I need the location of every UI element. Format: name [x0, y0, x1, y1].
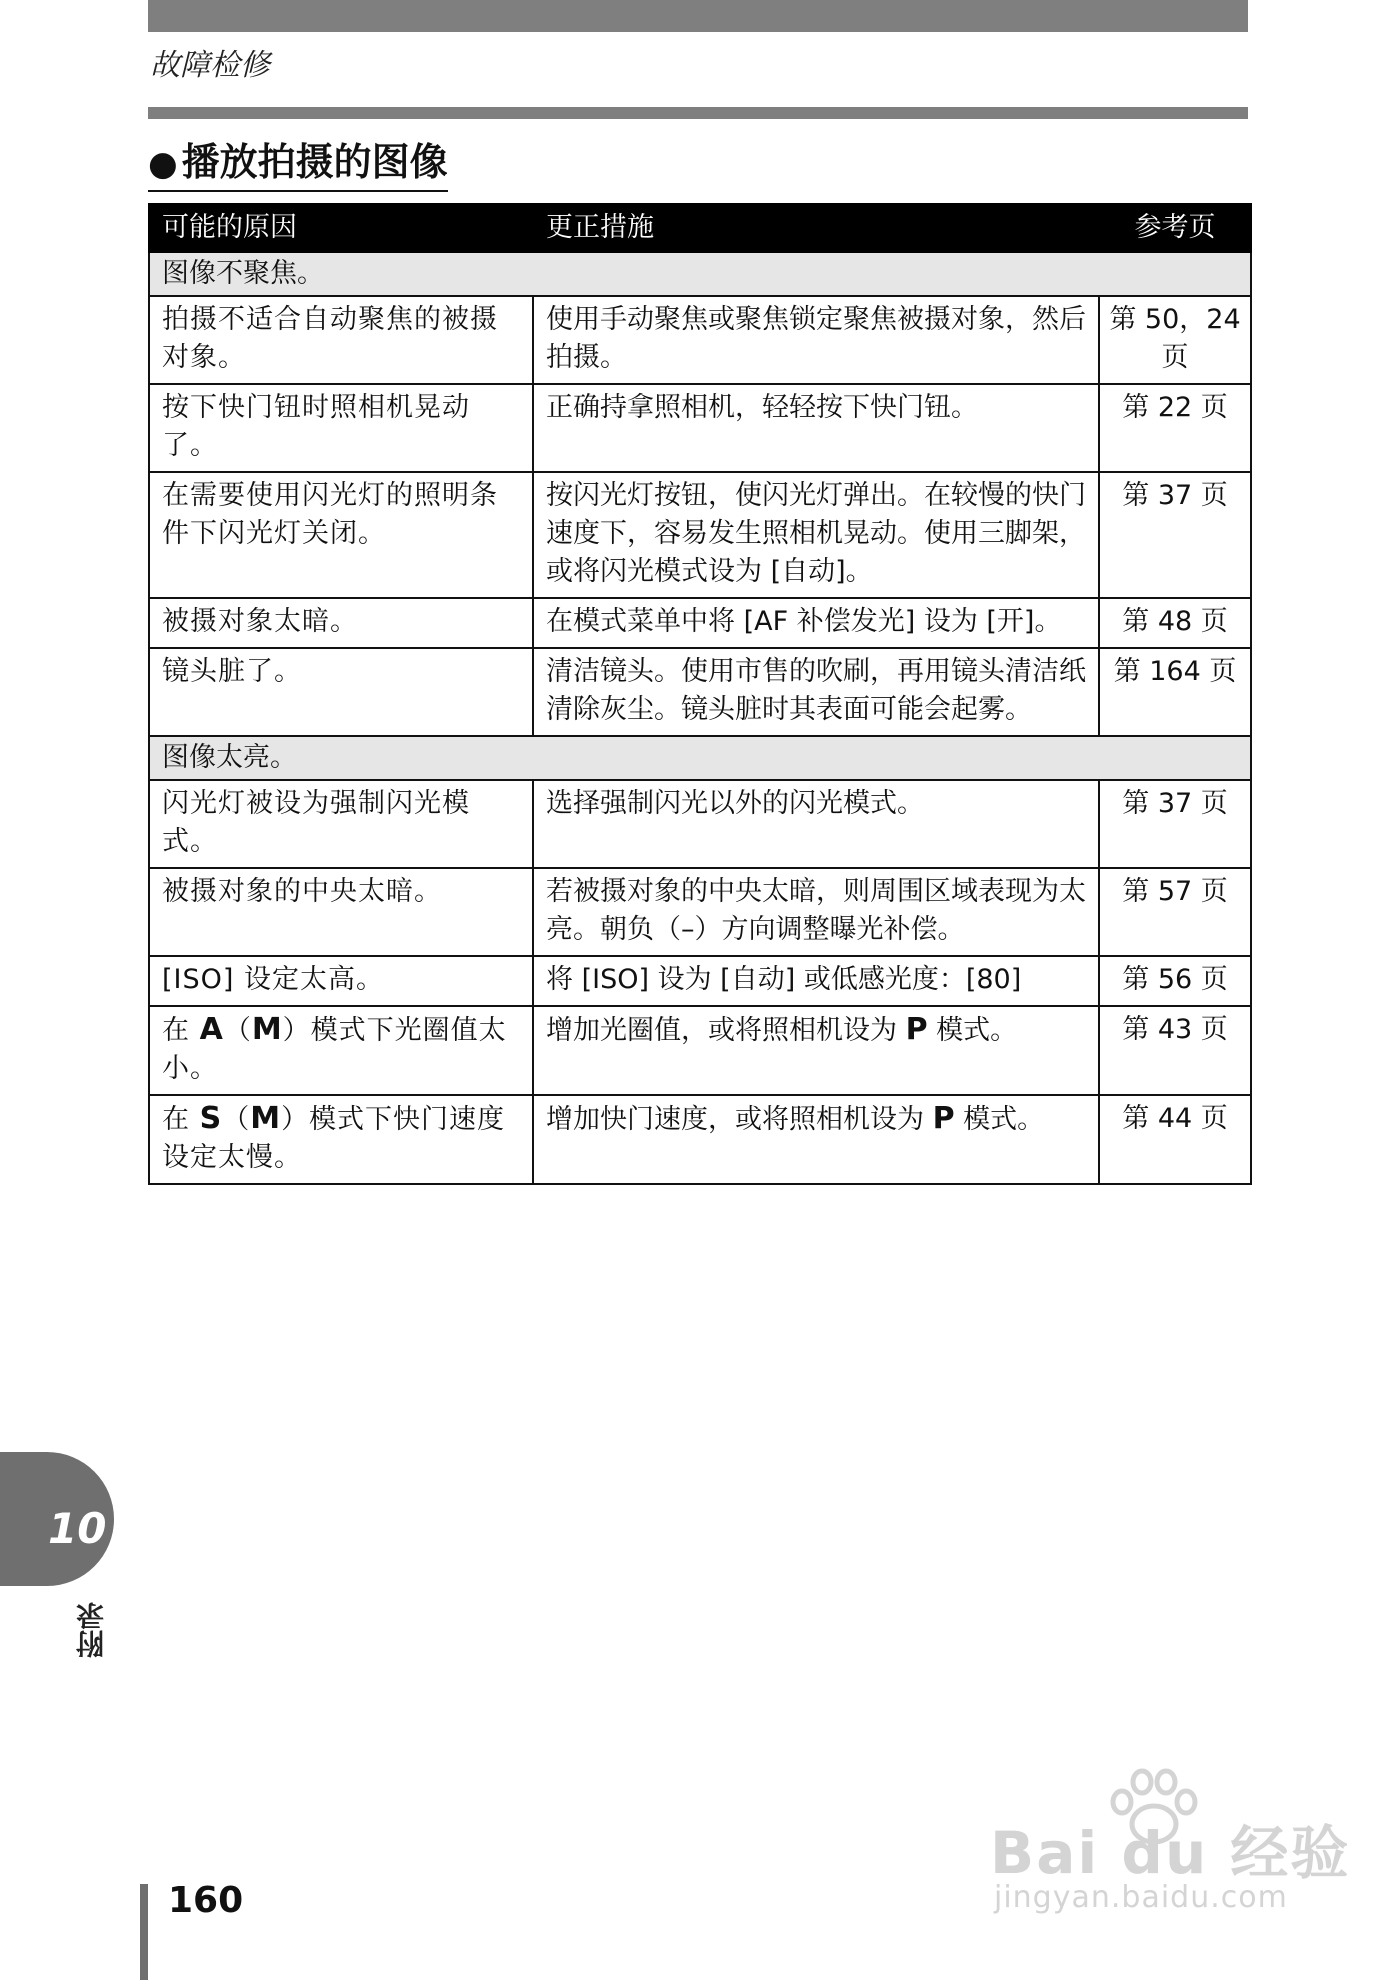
- remedy-cell: [533, 1006, 1099, 1095]
- group-title: 图像太亮。: [149, 736, 1251, 780]
- table-row: [149, 296, 1251, 384]
- cause-cell: 闪光灯被设为强制闪光模式。: [149, 780, 533, 868]
- watermark-url: jingyan.baidu.com: [994, 1880, 1288, 1915]
- remedy-cell: 清洁镜头。使用市售的吹刷，再用镜头清洁纸清除灰尘。镜头脏时其表面可能会起雾。: [533, 648, 1099, 736]
- group-title: 图像不聚焦。: [149, 252, 1251, 296]
- watermark-brand: Bai du 经验: [990, 1819, 1351, 1887]
- ref-cell: 第 37 页: [1099, 472, 1251, 598]
- ref-cell: 第 57 页: [1099, 868, 1251, 956]
- aperture-mode-icon: A: [199, 1012, 224, 1047]
- cause-cell: 镜头脏了。: [149, 648, 533, 736]
- table-row: [149, 780, 1251, 868]
- section-heading: [148, 138, 448, 192]
- remedy-cell: 将 [ISO] 设为 [自动] 或低感光度：[80]: [533, 956, 1099, 1006]
- remedy-cell: 使用手动聚焦或聚焦锁定聚焦被摄对象，然后拍摄。: [533, 296, 1099, 384]
- cause-cell: 按下快门钮时照相机晃动了。: [149, 384, 533, 472]
- ref-cell: 第 37 页: [1099, 780, 1251, 868]
- remedy-cell: 若被摄对象的中央太暗，则周围区域表现为太亮。朝负（–）方向调整曝光补偿。: [533, 868, 1099, 956]
- page-number: 160: [168, 1880, 244, 1921]
- ref-cell: 第 48 页: [1099, 598, 1251, 648]
- ref-cell: 第 43 页: [1099, 1006, 1251, 1095]
- cause-cell: 在需要使用闪光灯的照明条件下闪光灯关闭。: [149, 472, 533, 598]
- program-mode-icon: P: [905, 1012, 928, 1047]
- top-bar: [148, 0, 1248, 32]
- manual-mode-icon: M: [251, 1012, 283, 1047]
- ref-cell: 第 164 页: [1099, 648, 1251, 736]
- cause-cell: 被摄对象的中央太暗。: [149, 868, 533, 956]
- table-row: [149, 384, 1251, 472]
- chapter-label: 附录: [75, 1602, 108, 1658]
- table-header-row: [149, 204, 1251, 252]
- column-header-cause: 可能的原因: [149, 204, 533, 252]
- remedy-cell: 在模式菜单中将 [AF 补偿发光] 设为 [开]。: [533, 598, 1099, 648]
- cause-cell: 拍摄不适合自动聚焦的被摄对象。: [149, 296, 533, 384]
- cause-text: （: [223, 1015, 252, 1046]
- table-row: [149, 1006, 1251, 1095]
- cause-text: 在: [162, 1015, 200, 1046]
- ref-cell: 第 44 页: [1099, 1095, 1251, 1184]
- table-row: [149, 1095, 1251, 1184]
- table-row: [149, 956, 1251, 1006]
- table-row: [149, 648, 1251, 736]
- ref-cell: 第 50，24 页: [1099, 296, 1251, 384]
- manual-mode-icon: M: [250, 1101, 282, 1136]
- ref-cell: 第 56 页: [1099, 956, 1251, 1006]
- cause-cell: [ISO] 设定太高。: [149, 956, 533, 1006]
- column-header-ref: 参考页: [1099, 204, 1251, 252]
- cause-cell: 被摄对象太暗。: [149, 598, 533, 648]
- remedy-text: 增加快门速度，或将照相机设为: [546, 1104, 933, 1135]
- program-mode-icon: P: [932, 1101, 955, 1136]
- group-row-unfocused: [149, 252, 1251, 296]
- heading-text: 播放拍摄的图像: [181, 140, 448, 184]
- column-header-remedy: 更正措施: [533, 204, 1099, 252]
- group-row-too-bright: [149, 736, 1251, 780]
- ref-cell: 第 22 页: [1099, 384, 1251, 472]
- cause-text: ）模式下快门速度设定太慢。: [162, 1104, 506, 1173]
- remedy-cell: [533, 1095, 1099, 1184]
- bullet-icon: ●: [148, 144, 178, 184]
- cause-cell: [149, 1095, 533, 1184]
- remedy-cell: 选择强制闪光以外的闪光模式。: [533, 780, 1099, 868]
- table-row: [149, 472, 1251, 598]
- cause-text: （: [222, 1104, 251, 1135]
- troubleshooting-table: [148, 203, 1252, 1185]
- remedy-text: 模式。: [954, 1104, 1045, 1135]
- remedy-text: 增加光圈值，或将照相机设为: [546, 1015, 906, 1046]
- cause-cell: [149, 1006, 533, 1095]
- header-rule: [148, 107, 1248, 119]
- shutter-mode-icon: S: [199, 1101, 223, 1136]
- table-row: [149, 868, 1251, 956]
- remedy-cell: 按闪光灯按钮，使闪光灯弹出。在较慢的快门速度下，容易发生照相机晃动。使用三脚架，或将闪光模式设为 [自动]。: [533, 472, 1099, 598]
- cause-text: ）模式下光圈值太小。: [162, 1015, 507, 1084]
- table-row: [149, 598, 1251, 648]
- cause-text: 在: [162, 1104, 200, 1135]
- section-label: 故障检修: [150, 48, 270, 83]
- remedy-cell: 正确持拿照相机，轻轻按下快门钮。: [533, 384, 1099, 472]
- page-number-rule: [140, 1884, 148, 1980]
- chapter-number: 10: [48, 1504, 107, 1553]
- remedy-text: 模式。: [927, 1015, 1018, 1046]
